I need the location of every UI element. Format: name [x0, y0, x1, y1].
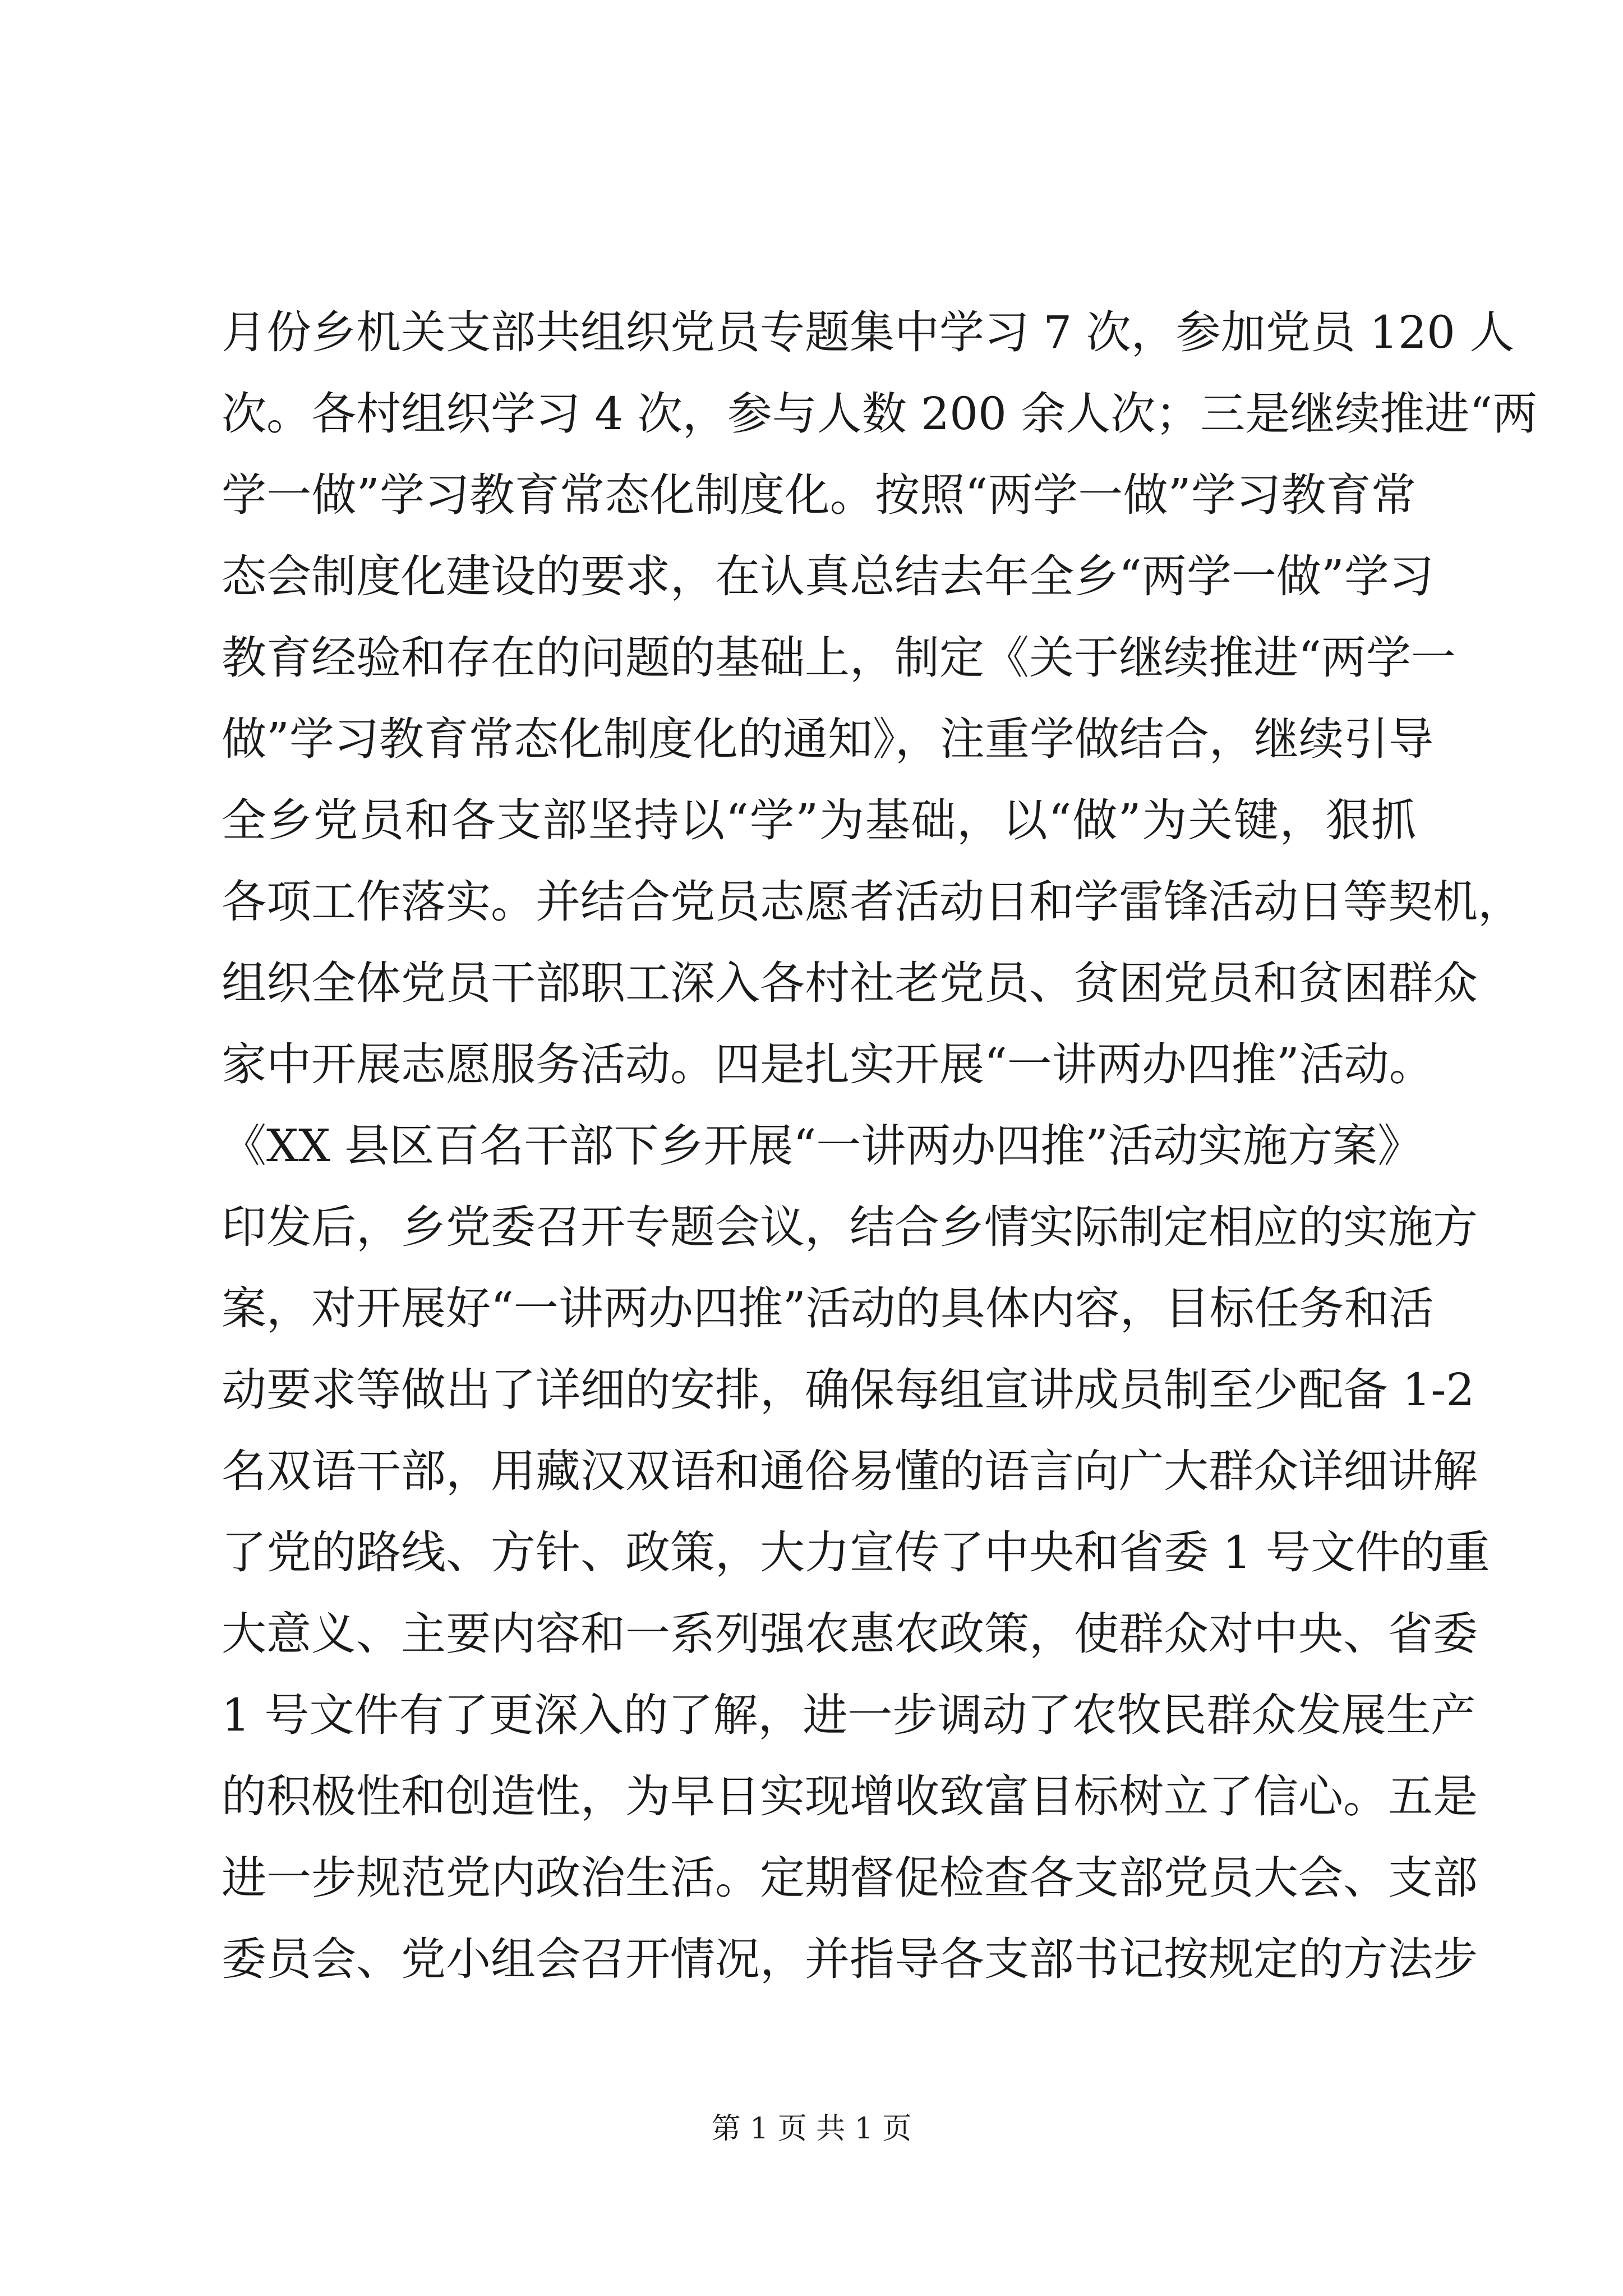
text-line: 态会制度化建设的要求，在认真总结去年全乡“两学一做”学习	[222, 550, 1434, 602]
text-line: 做”学习教育常态化制度化的通知》，注重学做结合，继续引导	[222, 713, 1433, 765]
page-number-label: 第 1 页 共 1 页	[711, 2112, 912, 2146]
text-line: 动要求等做出了详细的安排，确保每组宣讲成员制至少配备 1-2	[222, 1364, 1475, 1416]
text-line: 进一步规范党内政治生活。定期督促检查各支部党员大会、支部	[222, 1852, 1478, 1904]
text-line: 名双语干部，用藏汉双语和通俗易懂的语言向广大群众详细讲解	[222, 1445, 1478, 1497]
text-line: 教育经验和存在的问题的基础上，制定《关于继续推进“两学一	[222, 632, 1456, 684]
text-line: 各项工作落实。并结合党员志愿者活动日和学雷锋活动日等契机，	[222, 876, 1523, 928]
text-line: 印发后，乡党委召开专题会议，结合乡情实际制定相应的实施方	[222, 1201, 1478, 1253]
text-line: 的积极性和创造性，为早日实现增收致富目标树立了信心。五是	[222, 1770, 1478, 1823]
text-line: 1 号文件有了更深入的了解，进一步调动了农牧民群众发展生产	[222, 1689, 1476, 1741]
text-line: 家中开展志愿服务活动。四是扎实开展“一讲两办四推”活动。	[222, 1038, 1434, 1091]
text-line: 《XX 县区百名干部下乡开展“一讲两办四推”活动实施方案》	[222, 1120, 1423, 1172]
text-line: 学一做”学习教育常态化制度化。按照“两学一做”学习教育常	[222, 469, 1416, 521]
text-line: 了党的路线、方针、政策，大力宣传了中央和省委 1 号文件的重	[222, 1526, 1490, 1579]
page-footer	[0, 2105, 1623, 2147]
text-line: 大意义、主要内容和一系列强农惠农政策，使群众对中央、省委	[222, 1608, 1478, 1660]
text-line: 委员会、党小组会召开情况，并指导各支部书记按规定的方法步	[222, 1933, 1478, 1985]
text-line: 次。各村组织学习 4 次，参与人数 200 余人次；三是继续推进“两	[222, 388, 1538, 440]
body-text	[222, 292, 1538, 2000]
text-line: 月份乡机关支部共组织党员专题集中学习 7 次，参加党员 120 人	[222, 306, 1515, 358]
text-line: 案，对开展好“一讲两办四推”活动的具体内容，目标任务和活	[222, 1282, 1434, 1335]
text-line: 组织全体党员干部职工深入各村社老党员、贫困党员和贫困群众	[222, 957, 1478, 1009]
text-line: 全乡党员和各支部坚持以“学”为基础，以“做”为关键，狠抓	[222, 794, 1416, 846]
